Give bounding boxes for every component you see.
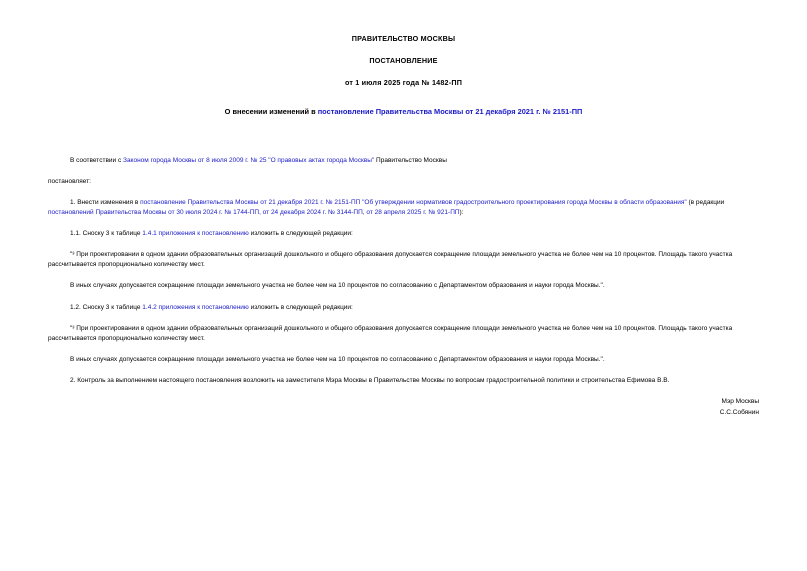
clause-1-1-prefix: 1.1. Сноску 3 к таблице: [70, 230, 143, 238]
clause-1-2: [48, 303, 759, 313]
quote-2-part-2: В иных случаях допускается сокращение площади земельного участка не более чем на 10 процентов по согласованию с Департаментом образования и науки города Москвы.".: [70, 355, 605, 363]
clause-1-1-link[interactable]: 1.4.1 приложения к постановлению: [142, 230, 249, 238]
clause-1-2-link[interactable]: 1.4.2 приложения к постановлению: [142, 303, 249, 311]
document-date-number: от 1 июля 2025 года № 1482-ПП: [344, 78, 463, 87]
intro-law-link[interactable]: Законом города Москвы от 8 июля 2009 г. № 25 "О правовых актах города Москвы": [123, 157, 375, 164]
clause-1-2-suffix: изложить в следующей редакции:: [248, 303, 353, 311]
quote-2-part-1: "³ При проектировании в одном здании образовательных организаций дошкольного и общего образования допускается сокращение площади земельного участка не более чем на 10 процентов. Площадь такого участка рассчитывается пропорционально количеству мест.: [48, 324, 733, 342]
clause-1-2-prefix: 1.2. Сноску 3 к таблице: [70, 303, 143, 311]
clause-2: 2. Контроль за выполнением настоящего постановления возложить на заместителя Мэра Москвы в Правительстве Москвы по вопросам градостроительной политики и строительства Ефимова В.В.: [70, 376, 670, 384]
quote-1-part-2: В иных случаях допускается сокращение площади земельного участка не более чем на 10 процентов по согласованию с Департаментом образования и науки города Москвы.".: [70, 282, 605, 290]
document-type: ПОСТАНОВЛЕНИЕ: [369, 56, 438, 65]
organization-name: ПРАВИТЕЛЬСТВО МОСКВЫ: [351, 34, 456, 43]
document-body: [48, 156, 759, 386]
clause-1-suffix: ):: [459, 209, 464, 217]
intro-paragraph: [48, 156, 759, 166]
document-title-link[interactable]: постановление Правительства Москвы от 21 декабря 2021 г. № 2151-ПП: [317, 107, 583, 116]
document-header: [48, 34, 759, 116]
clause-1: [48, 198, 759, 218]
intro-prefix: В соответствии с: [70, 157, 124, 164]
clause-1-prefix: 1. Внести изменения в: [70, 199, 141, 207]
document-title-prefix: О внесении изменений в: [224, 107, 318, 116]
signature-name: С.С.Собянин: [719, 409, 759, 417]
document-title: [48, 107, 759, 116]
resolves-line: постановляет:: [48, 178, 91, 186]
intro-suffix: Правительство Москвы: [374, 157, 447, 164]
quote-1-part-1: "³ При проектировании в одном здании образовательных организаций дошкольного и общего образования допускается сокращение площади земельного участка не более чем на 10 процентов. Площадь такого участка рассчитывается пропорционально количеству мест.: [48, 251, 733, 269]
clause-1-link-2[interactable]: постановлений Правительства Москвы от 30 июля 2024 г. № 1744-ПП, от 24 декабря 2024 г. № 3144-ПП, от 28 апреля 2025 г. № 921-ПП: [48, 209, 460, 217]
clause-1-1: [48, 229, 759, 239]
signature-block: [720, 396, 759, 418]
clause-1-link[interactable]: постановление Правительства Москвы от 21 декабря 2021 г. № 2151-ПП "Об утверждении нормативов градостроительного проектирования города Москвы в области образования": [140, 199, 687, 207]
clause-1-1-suffix: изложить в следующей редакции:: [248, 230, 353, 238]
clause-1-mid: (в редакции: [686, 199, 725, 207]
signature-position: Мэр Москвы: [721, 398, 759, 405]
